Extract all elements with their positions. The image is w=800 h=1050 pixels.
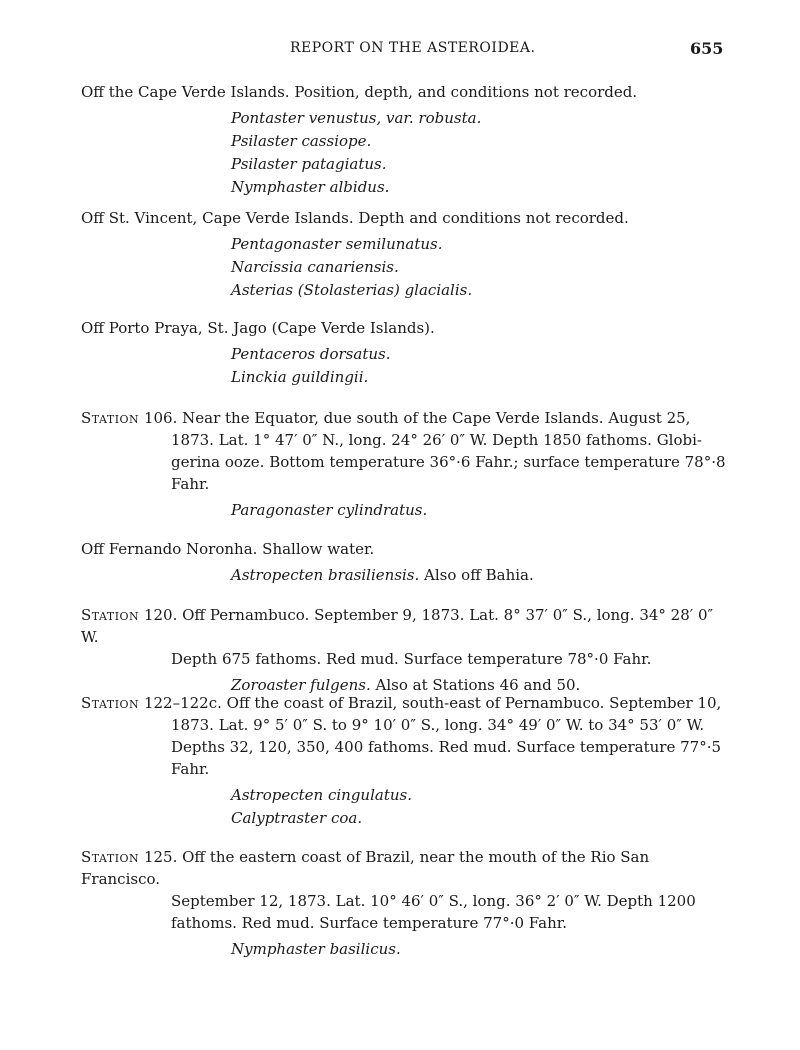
species-name: Pontaster venustus, var. robusta. (231, 109, 482, 127)
species-list (81, 564, 731, 587)
species-name: Narcissia canariensis. (231, 258, 399, 276)
species-name: Calyptraster coa. (231, 809, 363, 827)
locality-entry (81, 317, 731, 389)
station-entry (81, 604, 731, 697)
species-list (81, 233, 731, 302)
station-heading (81, 407, 731, 429)
locality-heading: Off St. Vincent, Cape Verde Islands. Depth and conditions not recorded. (81, 209, 629, 227)
species-name: Psilaster cassiope. (231, 132, 372, 150)
station-heading-line: Fahr. (171, 760, 210, 778)
station-label: Station (81, 409, 140, 427)
locality-entry (81, 81, 731, 199)
station-heading (81, 692, 731, 714)
station-heading (81, 604, 731, 648)
locality-entry (81, 207, 731, 302)
species-name: Astropecten brasiliensis. (231, 566, 420, 584)
species-name: Nymphaster basilicus. (231, 940, 401, 958)
station-heading-line: 1873. Lat. 1° 47′ 0″ N., long. 24° 26′ 0″ W. Depth 1850 fathoms. Globi- (171, 431, 702, 449)
species-list (81, 107, 731, 199)
station-heading-line: Depths 32, 120, 350, 400 fathoms. Red mud. Surface temperature 77°·5 (171, 738, 722, 756)
station-heading-text: 120. Off Pernambuco. September 9, 1873. Lat. 8° 37′ 0″ S., long. 34° 28′ 0″ W. (81, 606, 714, 646)
station-heading-text: 122–122c. Off the coast of Brazil, south-east of Pernambuco. September 10, (139, 694, 722, 712)
station-heading-line: 1873. Lat. 9° 5′ 0″ S. to 9° 10′ 0″ S., long. 34° 49′ 0″ W. to 34° 53′ 0″ W. (171, 716, 705, 734)
species-note: Also off Bahia. (419, 566, 534, 584)
species-list (81, 343, 731, 389)
station-heading-line: Depth 675 fathoms. Red mud. Surface temperature 78°·0 Fahr. (171, 650, 652, 668)
species-list (81, 499, 731, 522)
species-list (81, 784, 731, 830)
page-header (0, 40, 800, 64)
station-label: Station (81, 694, 140, 712)
station-entry (81, 407, 731, 522)
species-name: Astropecten cingulatus. (231, 786, 412, 804)
station-label: Station (81, 848, 140, 866)
station-heading-line: September 12, 1873. Lat. 10° 46′ 0″ S., long. 36° 2′ 0″ W. Depth 1200 (171, 892, 696, 910)
station-entry (81, 846, 731, 961)
locality-entry (81, 538, 731, 587)
station-heading-line: fathoms. Red mud. Surface temperature 77°·0 Fahr. (171, 914, 568, 932)
station-heading-line: Fahr. (171, 475, 210, 493)
species-name: Zoroaster fulgens. (231, 676, 371, 694)
station-heading (81, 846, 731, 890)
species-note: Also at Stations 46 and 50. (370, 676, 581, 694)
locality-heading: Off the Cape Verde Islands. Position, depth, and conditions not recorded. (81, 83, 638, 101)
species-name: Asterias (Stolasterias) glacialis. (231, 281, 473, 299)
species-name: Psilaster patagiatus. (231, 155, 387, 173)
station-heading-line: gerina ooze. Bottom temperature 36°·6 Fahr.; surface temperature 78°·8 (171, 453, 726, 471)
species-item (231, 564, 731, 587)
page-number: 655 (690, 39, 724, 58)
running-title: REPORT ON THE ASTEROIDEA. (290, 40, 536, 56)
species-name: Pentaceros dorsatus. (231, 345, 391, 363)
station-heading-text: 106. Near the Equator, due south of the Cape Verde Islands. August 25, (139, 409, 691, 427)
station-heading-text: 125. Off the eastern coast of Brazil, near the mouth of the Rio San Francisco. (81, 848, 650, 888)
species-name: Paragonaster cylindratus. (231, 501, 428, 519)
station-entry (81, 692, 731, 830)
station-label: Station (81, 606, 140, 624)
locality-heading: Off Fernando Noronha. Shallow water. (81, 540, 375, 558)
species-name: Pentagonaster semilunatus. (231, 235, 443, 253)
species-name: Linckia guildingii. (231, 368, 369, 386)
species-list (81, 938, 731, 961)
species-name: Nymphaster albidus. (231, 178, 390, 196)
locality-heading: Off Porto Praya, St. Jago (Cape Verde Islands). (81, 319, 435, 337)
